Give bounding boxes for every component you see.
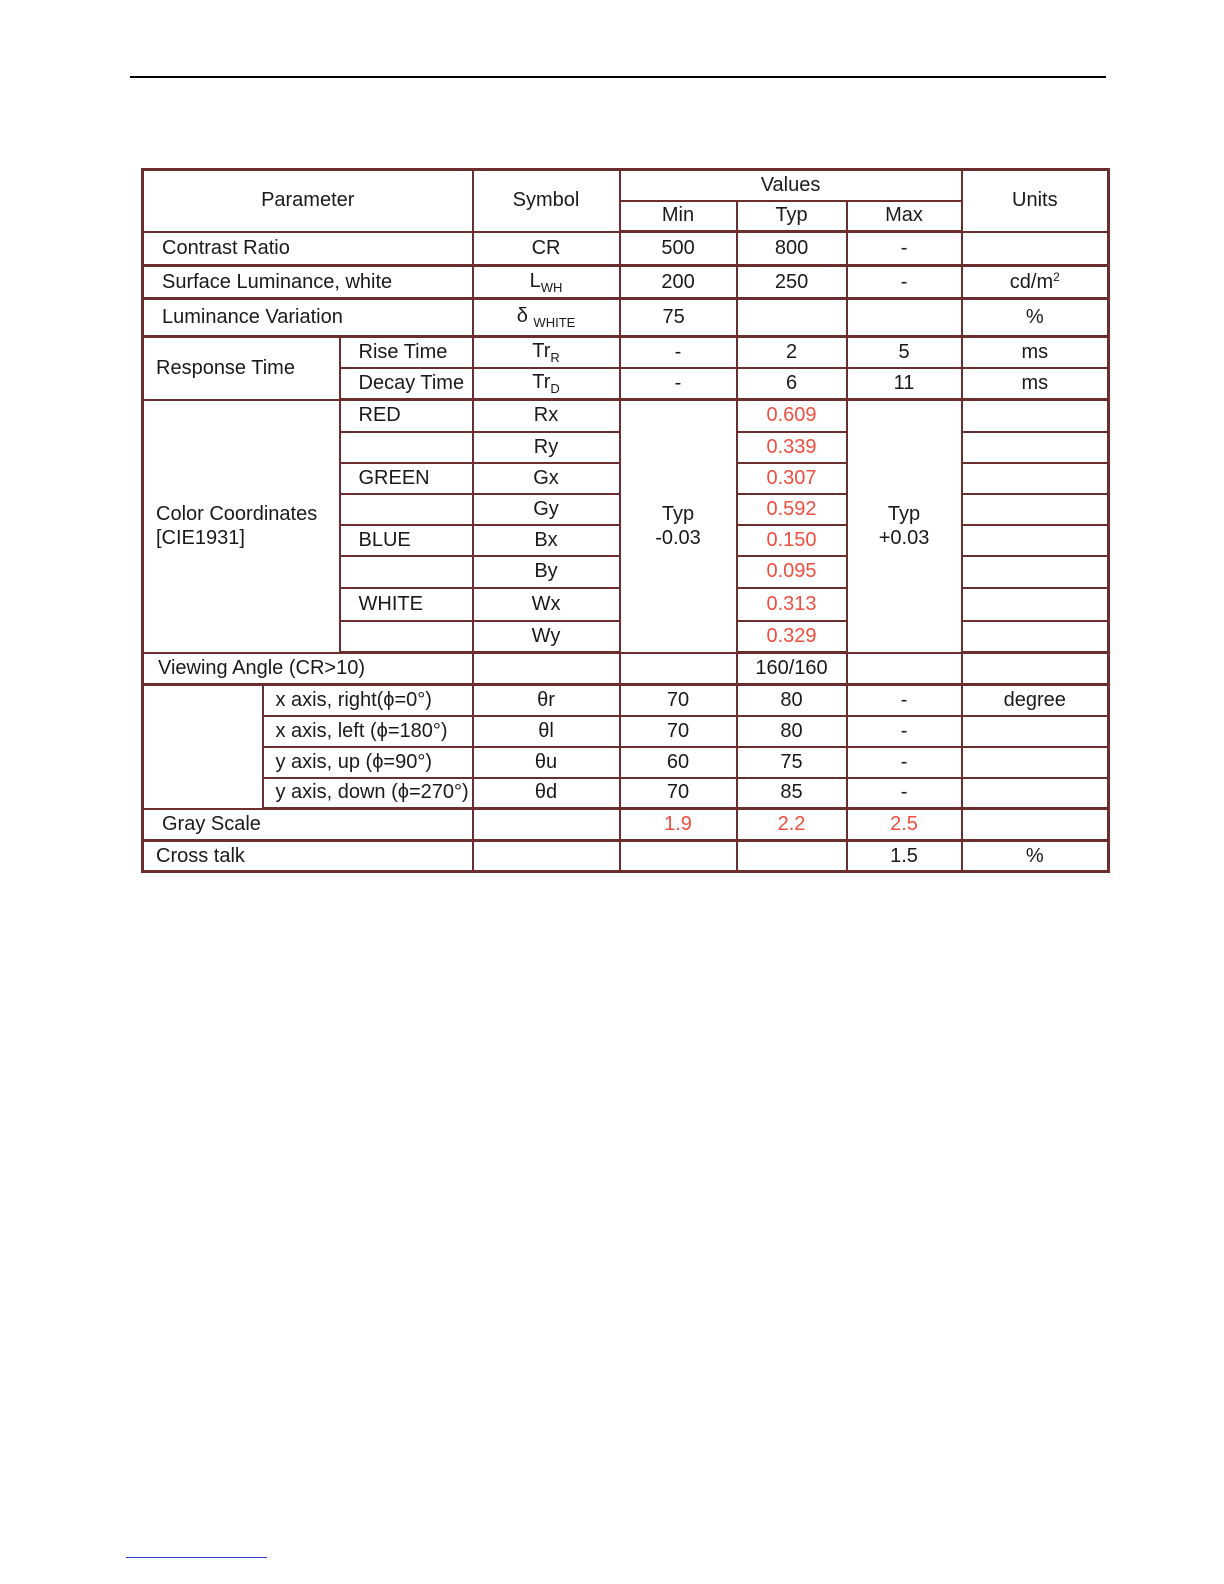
header-rule: [130, 76, 1106, 78]
table-row: [143, 778, 1109, 809]
symbol-cell: [473, 841, 620, 872]
symbol-cell: [473, 337, 620, 368]
symbol-subscript: D: [550, 380, 560, 396]
typ-cell: 250: [737, 266, 847, 299]
symbol-cell: By: [473, 556, 620, 588]
symbol-cell: [473, 266, 620, 299]
typ-cell: 800: [737, 232, 847, 266]
min-cell: -: [620, 368, 737, 400]
typ-cell: [737, 841, 847, 872]
units-cell: ms: [962, 337, 1109, 368]
min-cell: 60: [620, 747, 737, 778]
max-cell: 1.5: [847, 841, 962, 872]
max-cell: -: [847, 232, 962, 266]
units-cell: ms: [962, 368, 1109, 400]
param-cell: Cross talk: [143, 841, 473, 872]
min-cell: -: [620, 337, 737, 368]
symbol-subscript: WH: [540, 279, 563, 295]
symbol-cell: [473, 809, 620, 841]
symbol-cell: Rx: [473, 400, 620, 432]
header-parameter: Parameter: [143, 170, 473, 232]
symbol-cell: [473, 368, 620, 400]
table-row: [143, 400, 1109, 432]
max-line-2: +0.03: [878, 527, 930, 550]
min-line-1: Typ: [661, 503, 695, 526]
min-cell: [620, 400, 737, 653]
table-row: [143, 685, 1109, 716]
symbol-cell: θr: [473, 685, 620, 716]
sub-param-cell: [340, 432, 473, 463]
max-cell: [847, 400, 962, 653]
sub-param-cell: y axis, down (ϕ=270°): [263, 778, 473, 809]
table-row: [143, 747, 1109, 778]
min-cell: 500: [620, 232, 737, 266]
header-units: Units: [962, 170, 1109, 232]
sub-param-cell: BLUE: [340, 525, 473, 556]
typ-cell: 0.592: [737, 494, 847, 525]
symbol-cell: Wy: [473, 621, 620, 653]
units-cell: [962, 747, 1109, 778]
typ-cell: 80: [737, 685, 847, 716]
symbol-cell: CR: [473, 232, 620, 266]
param-line-1: Color Coordinates: [156, 503, 318, 525]
symbol-cell: Wx: [473, 588, 620, 621]
max-cell: 5: [847, 337, 962, 368]
units-cell: [962, 266, 1109, 299]
typ-cell: 6: [737, 368, 847, 400]
sub-param-cell: RED: [340, 400, 473, 432]
units-cell: [962, 653, 1109, 685]
units-cell: [962, 232, 1109, 266]
param-cell: Contrast Ratio: [143, 232, 473, 266]
symbol-subscript: WHITE: [533, 315, 576, 330]
table-row: [143, 232, 1109, 266]
units-cell: [962, 463, 1109, 494]
units-cell: [962, 621, 1109, 653]
symbol-subscript: R: [550, 349, 560, 365]
symbol-cell: θd: [473, 778, 620, 809]
min-line-2: -0.03: [655, 527, 701, 550]
sub-param-cell: [340, 556, 473, 588]
units-cell: [962, 432, 1109, 463]
max-line-1: Typ: [887, 503, 921, 526]
min-cell: [620, 653, 737, 685]
typ-cell: 0.095: [737, 556, 847, 588]
max-cell: [847, 299, 962, 337]
table-row: [143, 266, 1109, 299]
table-row: [143, 299, 1109, 337]
max-cell: 11: [847, 368, 962, 400]
min-cell: 70: [620, 685, 737, 716]
table-row: [143, 337, 1109, 368]
sub-param-cell: [340, 494, 473, 525]
units-cell: [962, 494, 1109, 525]
typ-cell: 75: [737, 747, 847, 778]
symbol-main: Tr: [532, 370, 551, 393]
table-row: [143, 716, 1109, 747]
header-row-1: [143, 170, 1109, 201]
units-cell: %: [962, 299, 1109, 337]
footer-link-underline[interactable]: [126, 1557, 267, 1558]
typ-cell: 0.609: [737, 400, 847, 432]
typ-cell: 0.150: [737, 525, 847, 556]
max-cell: -: [847, 716, 962, 747]
typ-cell: 0.307: [737, 463, 847, 494]
symbol-cell: Bx: [473, 525, 620, 556]
units-cell: [962, 556, 1109, 588]
blank-cell: [143, 685, 263, 809]
units-cell: [962, 778, 1109, 809]
symbol-main: Tr: [532, 339, 551, 362]
max-cell: -: [847, 685, 962, 716]
param-line-2: [CIE1931]: [156, 527, 245, 549]
min-cell: 70: [620, 716, 737, 747]
param-cell: Gray Scale: [143, 809, 473, 841]
min-cell: 1.9: [620, 809, 737, 841]
sub-param-cell: [340, 621, 473, 653]
sub-param-cell: WHITE: [340, 588, 473, 621]
max-cell: [847, 653, 962, 685]
param-cell: Luminance Variation: [143, 299, 473, 337]
table-row: [143, 653, 1109, 685]
param-cell: Response Time: [143, 337, 340, 400]
max-cell: -: [847, 266, 962, 299]
units-superscript: 2: [1053, 270, 1060, 284]
symbol-cell: θu: [473, 747, 620, 778]
symbol-cell: Gy: [473, 494, 620, 525]
sub-param-cell: Decay Time: [340, 368, 473, 400]
symbol-cell: [473, 653, 620, 685]
min-cell: 70: [620, 778, 737, 809]
table-row: [143, 809, 1109, 841]
sub-param-cell: GREEN: [340, 463, 473, 494]
symbol-main: δ: [516, 305, 528, 327]
typ-cell: 0.329: [737, 621, 847, 653]
header-min: Min: [620, 201, 737, 232]
symbol-main: L: [529, 269, 541, 292]
header-symbol: Symbol: [473, 170, 620, 232]
typ-cell: 85: [737, 778, 847, 809]
min-cell: [620, 841, 737, 872]
typ-cell: 0.339: [737, 432, 847, 463]
sub-param-cell: Rise Time: [340, 337, 473, 368]
typ-cell: 80: [737, 716, 847, 747]
typ-cell: [737, 299, 847, 337]
units-cell: %: [962, 841, 1109, 872]
symbol-cell: Gx: [473, 463, 620, 494]
symbol-cell: θl: [473, 716, 620, 747]
typ-cell: 160/160: [737, 653, 847, 685]
typ-cell: 2.2: [737, 809, 847, 841]
param-cell: [143, 400, 340, 653]
units-cell: [962, 716, 1109, 747]
units-cell: [962, 588, 1109, 621]
header-values: Values: [620, 170, 962, 201]
units-cell: [962, 400, 1109, 432]
param-cell: Surface Luminance, white: [143, 266, 473, 299]
sub-param-cell: y axis, up (ϕ=90°): [263, 747, 473, 778]
header-typ: Typ: [737, 201, 847, 232]
max-cell: -: [847, 778, 962, 809]
units-cell: degree: [962, 685, 1109, 716]
table-row: [143, 841, 1109, 872]
min-cell: 75: [620, 299, 737, 337]
units-main: cd/m: [1009, 271, 1054, 293]
param-cell: Viewing Angle (CR>10): [143, 653, 473, 685]
max-cell: -: [847, 747, 962, 778]
header-max: Max: [847, 201, 962, 232]
typ-cell: 0.313: [737, 588, 847, 621]
symbol-cell: Ry: [473, 432, 620, 463]
symbol-cell: [473, 299, 620, 337]
optical-spec-table: [141, 168, 1110, 873]
sub-param-cell: x axis, left (ϕ=180°): [263, 716, 473, 747]
sub-param-cell: x axis, right(ϕ=0°): [263, 685, 473, 716]
units-cell: [962, 525, 1109, 556]
max-cell: 2.5: [847, 809, 962, 841]
min-cell: 200: [620, 266, 737, 299]
units-cell: [962, 809, 1109, 841]
typ-cell: 2: [737, 337, 847, 368]
